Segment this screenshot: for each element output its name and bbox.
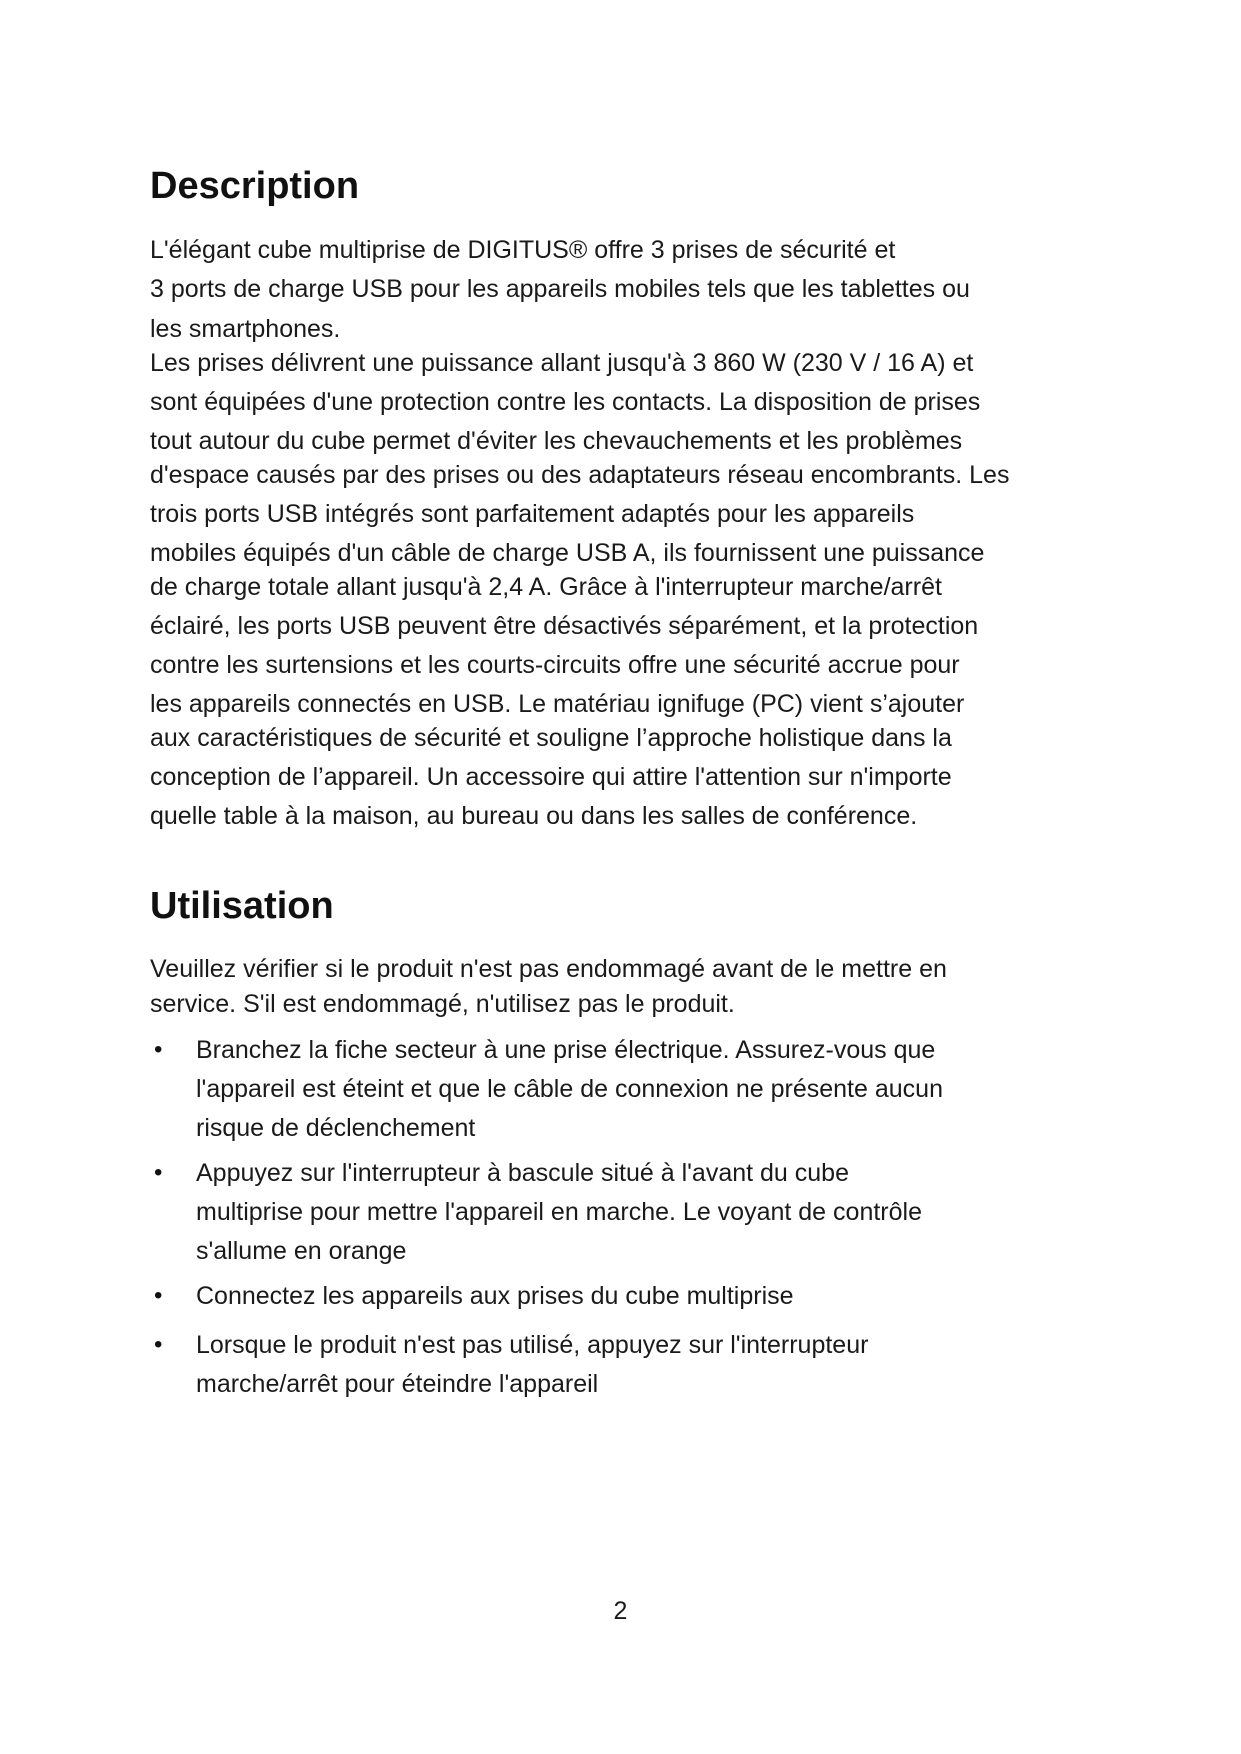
- bullet-marker: •: [154, 1331, 163, 1358]
- bullet-marker: •: [154, 1159, 163, 1186]
- utilisation-intro-line: Veuillez vérifier si le produit n'est pas endommagé avant de le mettre en: [150, 955, 947, 983]
- bullet-marker: •: [154, 1282, 163, 1309]
- description-line: d'espace causés par des prises ou des adaptateurs réseau encombrants. Les: [150, 461, 1010, 489]
- utilisation-heading: Utilisation: [150, 885, 334, 927]
- bullet-item-line: multiprise pour mettre l'appareil en marche. Le voyant de contrôle: [196, 1198, 922, 1226]
- description-line: sont équipées d'une protection contre les contacts. La disposition de prises: [150, 388, 981, 416]
- bullet-item-line: l'appareil est éteint et que le câble de connexion ne présente aucun: [196, 1075, 943, 1103]
- description-line: mobiles équipés d'un câble de charge USB A, ils fournissent une puissance: [150, 539, 985, 567]
- bullet-item-line: s'allume en orange: [196, 1237, 407, 1265]
- description-line: trois ports USB intégrés sont parfaitement adaptés pour les appareils: [150, 500, 915, 528]
- description-line: Les prises délivrent une puissance allant jusqu'à 3 860 W (230 V / 16 A) et: [150, 349, 974, 377]
- description-line: contre les surtensions et les courts-circuits offre une sécurité accrue pour: [150, 651, 960, 679]
- description-heading: Description: [150, 165, 360, 207]
- description-line: tout autour du cube permet d'éviter les chevauchements et les problèmes: [150, 427, 963, 455]
- bullet-marker: •: [154, 1036, 163, 1063]
- bullet-item-line: risque de déclenchement: [196, 1114, 476, 1142]
- utilisation-intro-line: service. S'il est endommagé, n'utilisez pas le produit.: [150, 990, 735, 1018]
- description-line: aux caractéristiques de sécurité et souligne l’approche holistique dans la: [150, 724, 952, 752]
- bullet-item-line: marche/arrêt pour éteindre l'appareil: [196, 1370, 599, 1398]
- description-line: quelle table à la maison, au bureau ou dans les salles de conférence.: [150, 802, 918, 830]
- description-line: de charge totale allant jusqu'à 2,4 A. Grâce à l'interrupteur marche/arrêt: [150, 573, 942, 601]
- description-line: conception de l’appareil. Un accessoire qui attire l'attention sur n'importe: [150, 763, 952, 791]
- bullet-item-line: Branchez la fiche secteur à une prise électrique. Assurez-vous que: [196, 1036, 936, 1064]
- bullet-item-line: Lorsque le produit n'est pas utilisé, appuyez sur l'interrupteur: [196, 1331, 869, 1359]
- page-number: 2: [613, 1597, 628, 1625]
- description-line: les appareils connectés en USB. Le matériau ignifuge (PC) vient s’ajouter: [150, 690, 965, 718]
- description-line: L'élégant cube multiprise de DIGITUS® offre 3 prises de sécurité et: [150, 236, 896, 264]
- bullet-item-line: Appuyez sur l'interrupteur à bascule situé à l'avant du cube: [196, 1159, 849, 1187]
- description-line: les smartphones.: [150, 315, 341, 343]
- description-line: éclairé, les ports USB peuvent être désactivés séparément, et la protection: [150, 612, 979, 640]
- bullet-item-line: Connectez les appareils aux prises du cube multiprise: [196, 1282, 794, 1310]
- description-line: 3 ports de charge USB pour les appareils mobiles tels que les tablettes ou: [150, 275, 970, 303]
